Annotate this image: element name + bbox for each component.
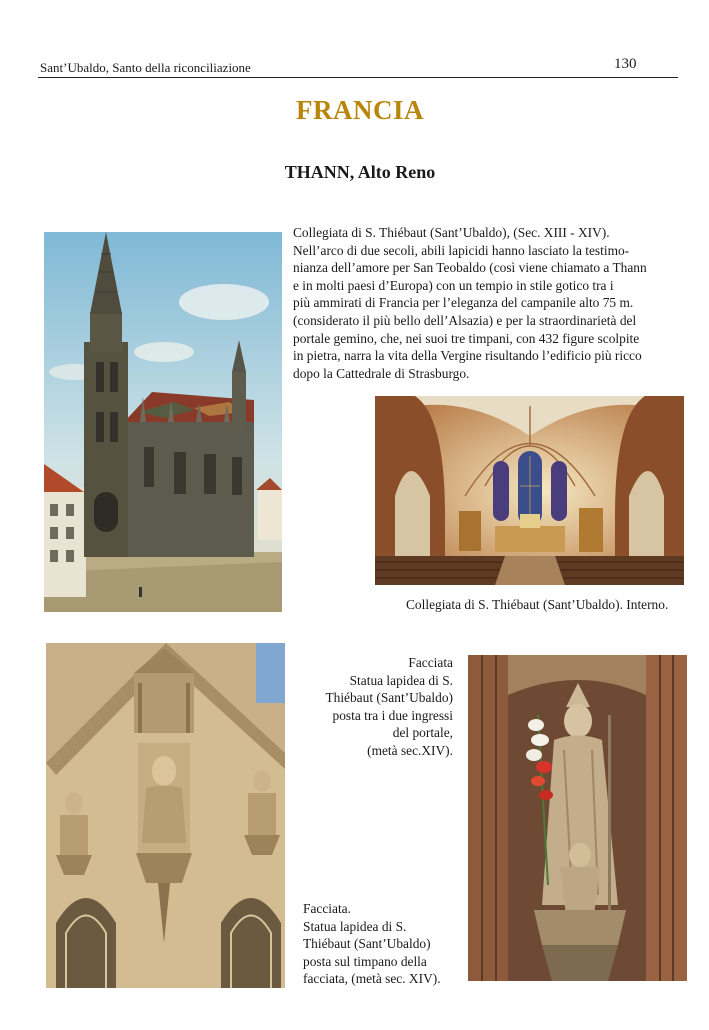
intro-line: nianza dell’amore per San Teobaldo (così viene chiamato a Thann: [293, 260, 647, 276]
interior-caption: Collegiata di S. Thiébaut (Sant’Ubaldo). Interno.: [406, 597, 669, 612]
caption-line: posta sul timpano della: [303, 953, 427, 969]
intro-line: (considerato il più bello dell’Alsazia) e per la straordinarietà del: [293, 312, 637, 328]
caption-line: Thiébaut (Sant’Ubaldo): [303, 936, 431, 952]
caption-line: del portale,: [392, 725, 453, 741]
section-subtitle: THANN, Alto Reno: [284, 162, 436, 182]
page-title: FRANCIA: [296, 95, 424, 125]
caption-line: Statua lapidea di S.: [303, 918, 407, 934]
tympanum-statue-caption: [303, 900, 441, 988]
intro-line: dopo la Cattedrale di Strasburgo.: [293, 365, 470, 381]
tympanum-statue-photo: [46, 643, 285, 988]
caption-line: Facciata.: [303, 901, 351, 916]
church-exterior-photo: [44, 232, 282, 612]
caption-line: Thiébaut (Sant’Ubaldo): [325, 690, 453, 706]
caption-line: Statua lapidea di S.: [349, 672, 453, 688]
caption-line: posta tra i due ingressi: [332, 707, 453, 723]
caption-line: (metà sec.XIV).: [367, 742, 453, 758]
church-interior-photo: [375, 396, 684, 585]
intro-line: in pietra, narra la vita della Vergine risultando l’edificio più ricco: [293, 348, 642, 364]
portal-statue-caption: [300, 654, 453, 760]
running-header: Sant’Ubaldo, Santo della riconciliazione: [40, 60, 251, 75]
caption-line: facciata, (metà sec. XIV).: [303, 971, 441, 987]
intro-line: Collegiata di S. Thiébaut (Sant’Ubaldo), (Sec. XIII - XIV).: [293, 225, 610, 240]
intro-line: e in molti paesi d’Europa) con un tempio in stile gotico tra i: [293, 277, 614, 293]
page-number: 130: [614, 56, 637, 72]
intro-line: portale gemino, che, nei suoi tre timpani, con 432 figure scolpite: [293, 330, 640, 346]
header-divider: [38, 77, 678, 78]
intro-line: più ammirati di Francia per l’eleganza del campanile alto 75 m.: [293, 295, 634, 311]
intro-paragraph: [293, 224, 683, 382]
caption-line: Facciata: [408, 655, 453, 670]
intro-line: Nell’arco di due secoli, abili lapicidi hanno lasciato la testimo-: [293, 242, 630, 258]
portal-statue-photo: [468, 655, 687, 981]
